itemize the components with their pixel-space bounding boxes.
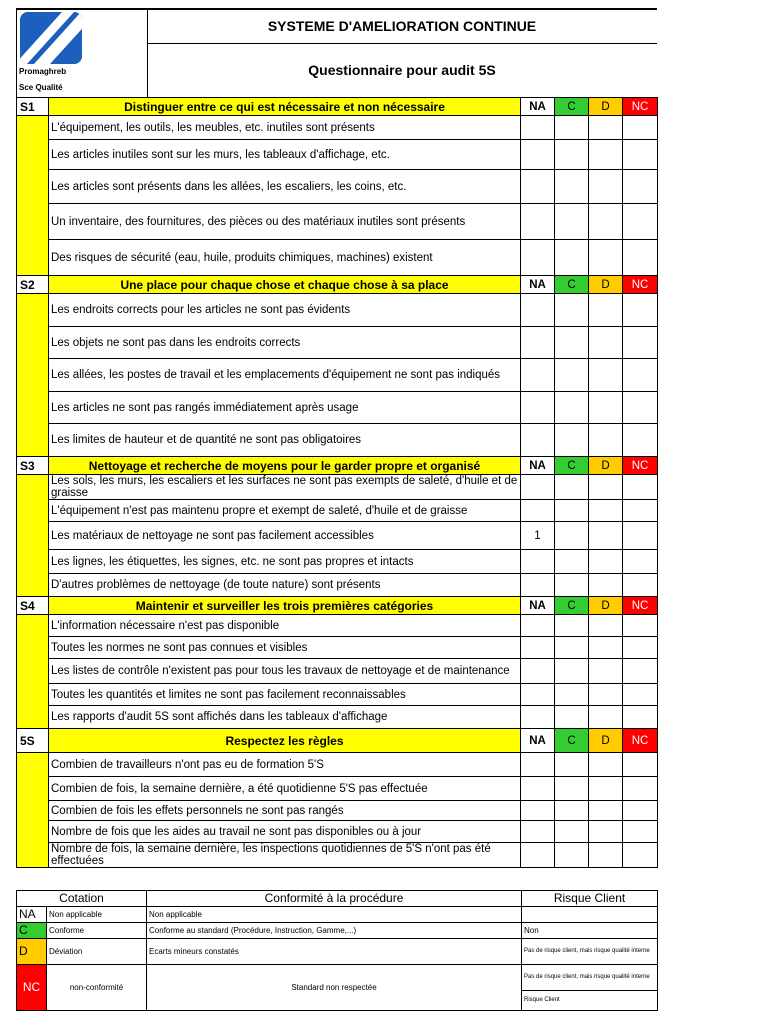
d-cell[interactable] [589,574,623,597]
question-text: Les endroits corrects pour les articles ne sont pas évidents [49,294,521,327]
question-text: L'équipement n'est pas maintenu propre et exempt de saleté, d'huile et de graisse [49,500,521,522]
question-row [17,327,658,359]
c-cell[interactable] [555,327,589,359]
column-d-header: D [589,729,623,753]
nc-cell[interactable] [623,801,658,821]
legend-code-nc: NC [17,965,47,1011]
legend-label-nc: non-conformité [47,965,147,1011]
na-cell[interactable] [521,659,555,684]
legend-risque-na [522,907,658,923]
department-name: Sce Qualité [19,83,63,92]
question-row [17,424,658,457]
column-c-header: C [555,98,589,116]
legend-header-cotation: Cotation [17,891,147,907]
d-cell[interactable] [589,140,623,170]
na-cell[interactable] [521,170,555,204]
c-cell[interactable] [555,843,589,868]
na-cell[interactable]: 1 [521,522,555,550]
nc-cell[interactable] [623,359,658,392]
na-cell[interactable] [521,140,555,170]
legend-label-c: Conforme [47,923,147,939]
nc-cell[interactable] [623,777,658,801]
d-cell[interactable] [589,170,623,204]
nc-cell[interactable] [623,240,658,276]
na-cell[interactable] [521,294,555,327]
nc-cell[interactable] [623,392,658,424]
company-name: Promaghreb [19,67,67,76]
legend-table [16,890,658,1011]
c-cell[interactable] [555,574,589,597]
c-cell[interactable] [555,240,589,276]
nc-cell[interactable] [623,637,658,659]
section-code: S2 [17,276,49,294]
na-cell[interactable] [521,500,555,522]
question-row [17,550,658,574]
audit-table [16,97,658,868]
na-cell[interactable] [521,801,555,821]
section-code: S3 [17,457,49,475]
na-cell[interactable] [521,475,555,500]
question-row [17,801,658,821]
na-cell[interactable] [521,753,555,777]
section-header-row [17,276,658,294]
c-cell[interactable] [555,777,589,801]
na-cell[interactable] [521,550,555,574]
na-cell[interactable] [521,684,555,706]
d-cell[interactable] [589,424,623,457]
section-code: S1 [17,98,49,116]
question-text: L'information nécessaire n'est pas disponible [49,615,521,637]
na-cell[interactable] [521,240,555,276]
section-code: S4 [17,597,49,615]
d-cell[interactable] [589,392,623,424]
nc-cell[interactable] [623,821,658,843]
question-row [17,821,658,843]
c-cell[interactable] [555,821,589,843]
question-row [17,204,658,240]
nc-cell[interactable] [623,522,658,550]
legend-conformite-d: Ecarts mineurs constatés [147,939,522,965]
legend-label-d: Déviation [47,939,147,965]
nc-cell[interactable] [623,327,658,359]
legend-label-na: Non applicable [47,907,147,923]
question-text: Les rapports d'audit 5S sont affichés dans les tableaux d'affichage [49,706,521,729]
question-row [17,574,658,597]
c-cell[interactable] [555,424,589,457]
question-text: Combien de fois les effets personnels ne sont pas rangés [49,801,521,821]
c-cell[interactable] [555,392,589,424]
section-side-bar [17,116,49,276]
legend-risque-client: Risque Client [522,991,658,1011]
question-text: Les articles inutiles sont sur les murs, les tableaux d'affichage, etc. [49,140,521,170]
c-cell[interactable] [555,753,589,777]
question-row [17,240,658,276]
legend-header-conformite: Conformité à la procédure [147,891,522,907]
column-nc-header: NC [623,457,658,475]
na-cell[interactable] [521,843,555,868]
c-cell[interactable] [555,170,589,204]
section-title: Maintenir et surveiller les trois premières catégories [49,597,521,615]
d-cell[interactable] [589,684,623,706]
question-text: Les objets ne sont pas dans les endroits corrects [49,327,521,359]
nc-cell[interactable] [623,204,658,240]
question-row [17,294,658,327]
c-cell[interactable] [555,706,589,729]
d-cell[interactable] [589,500,623,522]
legend-conformite-na: Non applicable [147,907,522,923]
column-na-header: NA [521,597,555,615]
question-row [17,522,658,550]
section-side-bar [17,753,49,868]
d-cell[interactable] [589,294,623,327]
c-cell[interactable] [555,204,589,240]
column-na-header: NA [521,729,555,753]
column-d-header: D [589,276,623,294]
question-text: Nombre de fois que les aides au travail ne sont pas disponibles ou à jour [49,821,521,843]
c-cell[interactable] [555,684,589,706]
legend-risque-nc: Pas de risque client, mais risque qualité interne [522,965,658,991]
c-cell[interactable] [555,550,589,574]
question-text: Nombre de fois, la semaine dernière, les inspections quotidiennes de 5'S n'ont pas été effectuées [49,843,521,868]
d-cell[interactable] [589,801,623,821]
d-cell[interactable] [589,116,623,140]
section-title: Nettoyage et recherche de moyens pour le garder propre et organisé [49,457,521,475]
legend-conformite-c: Conforme au standard (Procédure, Instruction, Gamme,...) [147,923,522,939]
column-na-header: NA [521,457,555,475]
column-nc-header: NC [623,98,658,116]
question-row [17,140,658,170]
legend-code-d: D [17,939,47,965]
d-cell[interactable] [589,821,623,843]
legend-header-risque: Risque Client [522,891,658,907]
question-text: Les limites de hauteur et de quantité ne sont pas obligatoires [49,424,521,457]
section-side-bar [17,294,49,457]
question-row [17,116,658,140]
nc-cell[interactable] [623,500,658,522]
d-cell[interactable] [589,359,623,392]
c-cell[interactable] [555,637,589,659]
question-text: Les articles ne sont pas rangés immédiatement après usage [49,392,521,424]
na-cell[interactable] [521,637,555,659]
nc-cell[interactable] [623,550,658,574]
nc-cell[interactable] [623,294,658,327]
document-title: SYSTEME D'AMELIORATION CONTINUE [267,18,537,34]
na-cell[interactable] [521,327,555,359]
legend-risque-c: Non [522,923,658,939]
nc-cell[interactable] [623,684,658,706]
column-nc-header: NC [623,597,658,615]
question-text: D'autres problèmes de nettoyage (de toute nature) sont présents [49,574,521,597]
d-cell[interactable] [589,475,623,500]
question-text: Les lignes, les étiquettes, les signes, etc. ne sont pas propres et intacts [49,550,521,574]
section-title: Une place pour chaque chose et chaque chose à sa place [49,276,521,294]
column-c-header: C [555,729,589,753]
nc-cell[interactable] [623,140,658,170]
na-cell[interactable] [521,424,555,457]
legend-risque-d: Pas de risque client, mais risque qualité interne [522,939,658,965]
section-code: 5S [17,729,49,753]
c-cell[interactable] [555,116,589,140]
c-cell[interactable] [555,359,589,392]
nc-cell[interactable] [623,116,658,140]
question-text: Les allées, les postes de travail et les emplacements d'équipement ne sont pas indiqués [49,359,521,392]
column-nc-header: NC [623,729,658,753]
d-cell[interactable] [589,777,623,801]
na-cell[interactable] [521,706,555,729]
nc-cell[interactable] [623,574,658,597]
question-row [17,475,658,500]
d-cell[interactable] [589,706,623,729]
nc-cell[interactable] [623,475,658,500]
na-cell[interactable] [521,359,555,392]
column-c-header: C [555,276,589,294]
c-cell[interactable] [555,140,589,170]
question-row [17,684,658,706]
na-cell[interactable] [521,777,555,801]
legend-code-na: NA [17,907,47,923]
question-row [17,843,658,868]
d-cell[interactable] [589,327,623,359]
legend-conformite-nc: Standard non respectée [147,965,522,1011]
d-cell[interactable] [589,550,623,574]
question-row [17,500,658,522]
question-row [17,753,658,777]
question-text: Les articles sont présents dans les allées, les escaliers, les coins, etc. [49,170,521,204]
section-title: Distinguer entre ce qui est nécessaire et non nécessaire [49,98,521,116]
question-row [17,359,658,392]
d-cell[interactable] [589,637,623,659]
nc-cell[interactable] [623,170,658,204]
na-cell[interactable] [521,204,555,240]
d-cell[interactable] [589,204,623,240]
question-row [17,615,658,637]
question-row [17,170,658,204]
column-nc-header: NC [623,276,658,294]
question-text: Les sols, les murs, les escaliers et les surfaces ne sont pas exempts de saleté, d'huile et de graisse [49,475,521,500]
question-row [17,637,658,659]
question-row [17,706,658,729]
column-c-header: C [555,597,589,615]
company-logo [20,12,82,64]
d-cell[interactable] [589,843,623,868]
section-header-row [17,98,658,116]
c-cell[interactable] [555,522,589,550]
column-na-header: NA [521,98,555,116]
na-cell[interactable] [521,116,555,140]
column-d-header: D [589,597,623,615]
question-text: Toutes les normes ne sont pas connues et visibles [49,637,521,659]
document-subtitle: Questionnaire pour audit 5S [308,62,496,78]
d-cell[interactable] [589,753,623,777]
column-c-header: C [555,457,589,475]
section-header-row [17,597,658,615]
na-cell[interactable] [521,392,555,424]
column-d-header: D [589,98,623,116]
question-text: Les matériaux de nettoyage ne sont pas facilement accessibles [49,522,521,550]
na-cell[interactable] [521,821,555,843]
d-cell[interactable] [589,615,623,637]
column-na-header: NA [521,276,555,294]
legend-code-c: C [17,923,47,939]
c-cell[interactable] [555,659,589,684]
column-d-header: D [589,457,623,475]
nc-cell[interactable] [623,753,658,777]
question-text: L'équipement, les outils, les meubles, etc. inutiles sont présents [49,116,521,140]
c-cell[interactable] [555,801,589,821]
nc-cell[interactable] [623,615,658,637]
question-row [17,392,658,424]
c-cell[interactable] [555,475,589,500]
c-cell[interactable] [555,294,589,327]
nc-cell[interactable] [623,659,658,684]
question-text: Un inventaire, des fournitures, des pièces ou des matériaux inutiles sont présents [49,204,521,240]
section-header-row [17,729,658,753]
question-text: Combien de fois, la semaine dernière, a été quotidienne 5'S pas effectuée [49,777,521,801]
d-cell[interactable] [589,240,623,276]
question-text: Des risques de sécurité (eau, huile, produits chimiques, machines) existent [49,240,521,276]
section-side-bar [17,615,49,729]
question-text: Les listes de contrôle n'existent pas pour tous les travaux de nettoyage et de maintenance [49,659,521,684]
nc-cell[interactable] [623,843,658,868]
question-text: Toutes les quantités et limites ne sont pas facilement reconnaissables [49,684,521,706]
section-header-row [17,457,658,475]
section-side-bar [17,475,49,597]
nc-cell[interactable] [623,424,658,457]
nc-cell[interactable] [623,706,658,729]
question-text: Combien de travailleurs n'ont pas eu de formation 5'S [49,753,521,777]
d-cell[interactable] [589,659,623,684]
c-cell[interactable] [555,500,589,522]
section-title: Respectez les règles [49,729,521,753]
d-cell[interactable] [589,522,623,550]
question-row [17,777,658,801]
na-cell[interactable] [521,574,555,597]
question-row [17,659,658,684]
c-cell[interactable] [555,615,589,637]
na-cell[interactable] [521,615,555,637]
